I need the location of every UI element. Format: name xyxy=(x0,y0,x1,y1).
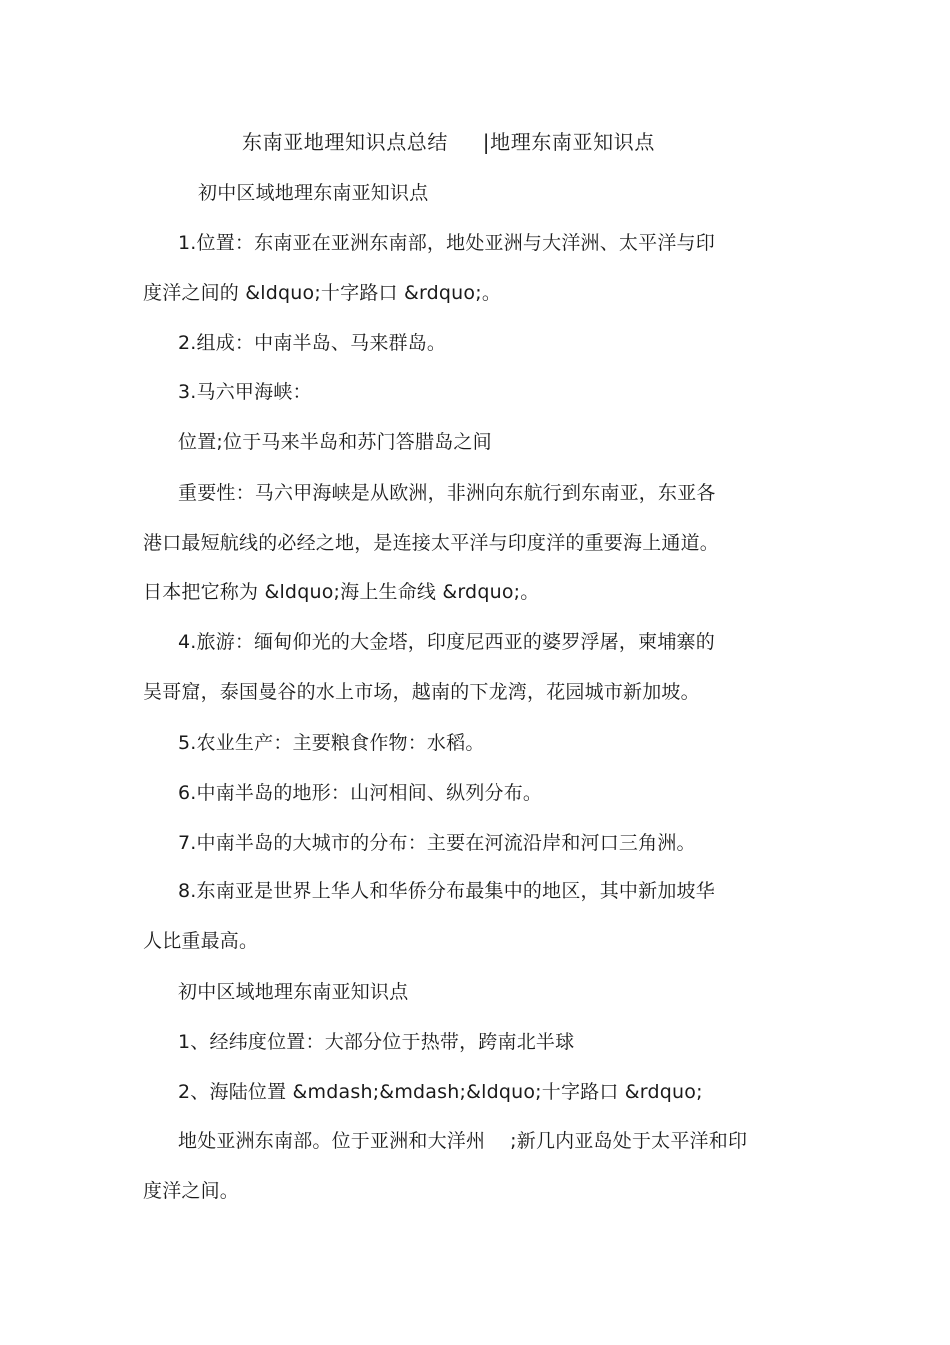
paragraph-line: 1.位置：东南亚在亚洲东南部，地处亚洲与大洋洲、太平洋与印 xyxy=(178,232,715,254)
paragraph-line: 5.农业生产：主要粮食作物：水稻。 xyxy=(178,732,485,754)
subheading: 初中区域地理东南亚知识点 xyxy=(198,182,429,204)
paragraph-line: 港口最短航线的必经之地，是连接太平洋与印度洋的重要海上通道。 xyxy=(143,532,720,554)
paragraph-line: 3.马六甲海峡： xyxy=(178,381,312,403)
paragraph-line: 2.组成：中南半岛、马来群岛。 xyxy=(178,332,447,354)
paragraph-line: 4.旅游：缅甸仰光的大金塔，印度尼西亚的婆罗浮屠，柬埔寨的 xyxy=(178,631,715,653)
paragraph-line: 人比重最高。 xyxy=(143,930,259,952)
paragraph-line: 位置;位于马来半岛和苏门答腊岛之间 xyxy=(178,431,492,453)
paragraph-line: 6.中南半岛的地形：山河相间、纵列分布。 xyxy=(178,782,543,804)
paragraph-line: 8.东南亚是世界上华人和华侨分布最集中的地区，其中新加坡华 xyxy=(178,880,715,902)
paragraph-line: 度洋之间的 &ldquo;十字路口 &rdquo;。 xyxy=(143,282,502,304)
paragraph-line: 度洋之间。 xyxy=(143,1180,240,1202)
paragraph-line: 1、经纬度位置：大部分位于热带，跨南北半球 xyxy=(178,1031,575,1053)
paragraph-line: 2、海陆位置 &mdash;&mdash;&ldquo;十字路口 &rdquo; xyxy=(178,1081,703,1103)
paragraph-line: 重要性：马六甲海峡是从欧洲，非洲向东航行到东南亚，东亚各 xyxy=(178,482,716,504)
paragraph-line: 7.中南半岛的大城市的分布：主要在河流沿岸和河口三角洲。 xyxy=(178,832,696,854)
document-title: 东南亚地理知识点总结 |地理东南亚知识点 xyxy=(242,130,655,154)
paragraph-line: 地处亚洲东南部。位于亚洲和大洋州 ;新几内亚岛处于太平洋和印 xyxy=(178,1130,748,1152)
paragraph-line: 吴哥窟，泰国曼谷的水上市场，越南的下龙湾，花园城市新加坡。 xyxy=(143,681,700,703)
paragraph-line: 日本把它称为 &ldquo;海上生命线 &rdquo;。 xyxy=(143,581,540,603)
subheading: 初中区域地理东南亚知识点 xyxy=(178,981,409,1003)
